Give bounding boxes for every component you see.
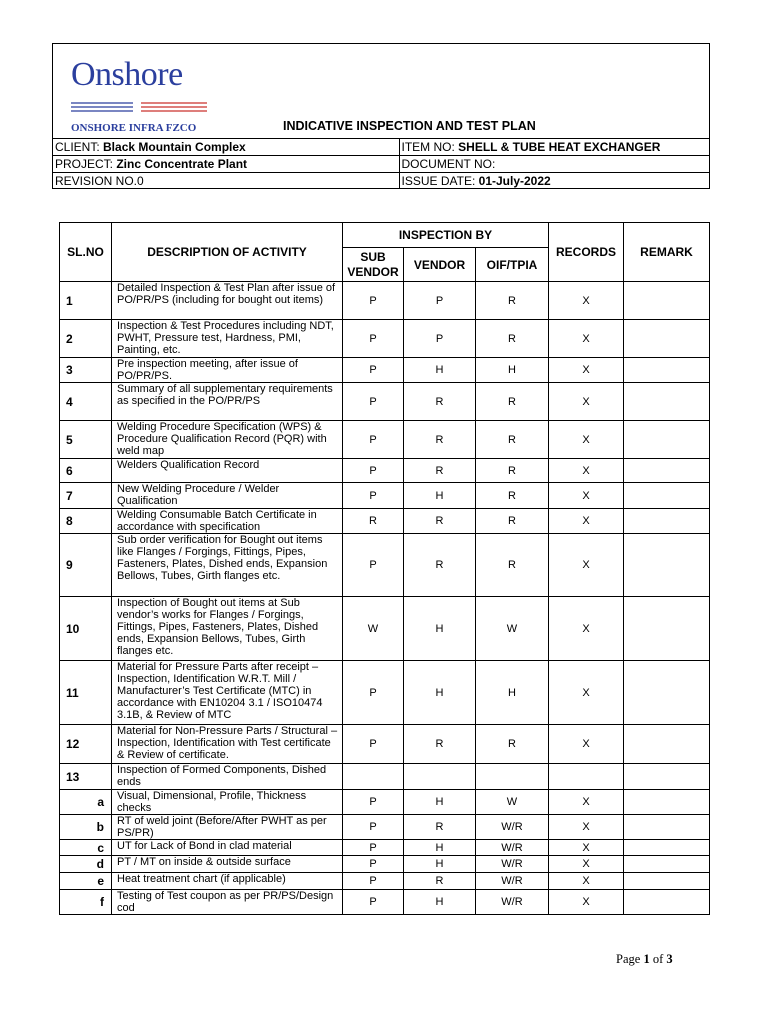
vendor-cell: R (404, 459, 476, 483)
remark-cell (624, 873, 710, 890)
remark-cell (624, 725, 710, 764)
header-slno: SL.NO (60, 223, 112, 282)
vendor-cell: R (404, 421, 476, 459)
remark-cell (624, 764, 710, 790)
sub-vendor-cell: R (343, 509, 404, 534)
table-row (60, 459, 710, 483)
logo-lines-graphic (71, 100, 211, 118)
vendor-cell: H (404, 661, 476, 725)
vendor-cell: H (404, 840, 476, 856)
company-logo (71, 52, 221, 142)
vendor-cell: H (404, 597, 476, 661)
remark-cell (624, 534, 710, 597)
sl-no-cell: a (60, 790, 112, 815)
oif-tpia-cell: W/R (476, 873, 549, 890)
table-row (60, 534, 710, 597)
client-cell (53, 139, 399, 156)
vendor-cell: R (404, 815, 476, 840)
logo-wordmark: Onshore (71, 56, 183, 93)
records-cell: X (549, 840, 624, 856)
records-cell: X (549, 597, 624, 661)
project-cell (53, 156, 399, 173)
revision-cell (53, 173, 399, 190)
records-cell: X (549, 856, 624, 873)
issue-date-label: ISSUE DATE: (401, 174, 479, 188)
description-cell: Heat treatment chart (if applicable) (112, 873, 343, 890)
oif-tpia-cell: W/R (476, 890, 549, 915)
description-cell: Material for Non-Pressure Parts / Structural – Inspection, Identification with Test certificate & Review of certificate. (112, 725, 343, 764)
sub-vendor-cell: W (343, 597, 404, 661)
description-cell: Sub order verification for Bought out items like Flanges / Forgings, Fittings, Pipes, Fasteners, Plates, Dished ends, Expansion Bellows, Tubes, Girth flanges etc. (112, 534, 343, 597)
info-table (53, 138, 709, 189)
revision-label: REVISION NO.0 (55, 174, 144, 188)
sl-no-cell: 6 (60, 459, 112, 483)
sl-no-cell: 13 (60, 764, 112, 790)
description-cell: PT / MT on inside & outside surface (112, 856, 343, 873)
oif-tpia-cell: R (476, 534, 549, 597)
table-row (60, 790, 710, 815)
header-oif-tpia: OIF/TPIA (476, 248, 549, 282)
table-row (60, 509, 710, 534)
sub-vendor-cell: P (343, 320, 404, 358)
description-cell: Welding Procedure Specification (WPS) & Procedure Qualification Record (PQR) with weld map (112, 421, 343, 459)
remark-cell (624, 358, 710, 383)
remark-cell (624, 790, 710, 815)
client-label: CLIENT: (55, 140, 104, 154)
sl-no-cell: c (60, 840, 112, 856)
inspection-test-plan-table (59, 222, 710, 915)
records-cell: X (549, 459, 624, 483)
vendor-cell: R (404, 725, 476, 764)
vendor-cell: R (404, 509, 476, 534)
sub-vendor-cell: P (343, 840, 404, 856)
document-title: INDICATIVE INSPECTION AND TEST PLAN (283, 119, 536, 133)
records-cell: X (549, 890, 624, 915)
document-no-label: DOCUMENT NO: (401, 157, 496, 171)
oif-tpia-cell: R (476, 320, 549, 358)
issue-date-cell (399, 173, 709, 190)
records-cell: X (549, 383, 624, 421)
records-cell: X (549, 483, 624, 509)
table-row (60, 725, 710, 764)
records-cell (549, 764, 624, 790)
oif-tpia-cell: H (476, 661, 549, 725)
records-cell: X (549, 873, 624, 890)
table-row (60, 764, 710, 790)
records-cell: X (549, 661, 624, 725)
oif-tpia-cell: R (476, 421, 549, 459)
remark-cell (624, 483, 710, 509)
header-description: DESCRIPTION OF ACTIVITY (112, 223, 343, 282)
oif-tpia-cell: R (476, 725, 549, 764)
remark-cell (624, 459, 710, 483)
sub-vendor-cell: P (343, 383, 404, 421)
table-row (60, 320, 710, 358)
sl-no-cell: 5 (60, 421, 112, 459)
sl-no-cell: 12 (60, 725, 112, 764)
sub-vendor-cell (343, 764, 404, 790)
table-row (60, 815, 710, 840)
oif-tpia-cell: R (476, 282, 549, 320)
description-cell: Inspection & Test Procedures including NDT, PWHT, Pressure test, Hardness, PMI, Painting, etc. (112, 320, 343, 358)
oif-tpia-cell: R (476, 459, 549, 483)
description-cell: Pre inspection meeting, after issue of PO/PR/PS. (112, 358, 343, 383)
oif-tpia-cell: W/R (476, 856, 549, 873)
table-row (60, 383, 710, 421)
document-header (52, 43, 710, 189)
sub-vendor-cell: P (343, 725, 404, 764)
table-row (60, 840, 710, 856)
records-cell: X (549, 320, 624, 358)
remark-cell (624, 890, 710, 915)
description-cell: UT for Lack of Bond in clad material (112, 840, 343, 856)
sl-no-cell: 8 (60, 509, 112, 534)
sub-vendor-cell: P (343, 815, 404, 840)
remark-cell (624, 421, 710, 459)
records-cell: X (549, 725, 624, 764)
oif-tpia-cell: W (476, 597, 549, 661)
description-cell: Welders Qualification Record (112, 459, 343, 483)
remark-cell (624, 509, 710, 534)
vendor-cell: H (404, 358, 476, 383)
description-cell: Testing of Test coupon as per PR/PS/Design cod (112, 890, 343, 915)
records-cell: X (549, 790, 624, 815)
table-row (60, 483, 710, 509)
sub-vendor-cell: P (343, 282, 404, 320)
sub-vendor-cell: P (343, 534, 404, 597)
vendor-cell: R (404, 534, 476, 597)
page-prefix: Page (616, 952, 644, 966)
client-value: Black Mountain Complex (103, 140, 246, 154)
table-row (60, 856, 710, 873)
page-current: 1 (643, 952, 650, 966)
item-cell (399, 139, 709, 156)
oif-tpia-cell: R (476, 483, 549, 509)
sl-no-cell: 10 (60, 597, 112, 661)
table-body (60, 282, 710, 915)
page-number (616, 952, 673, 967)
description-cell: Summary of all supplementary requirements as specified in the PO/PR/PS (112, 383, 343, 421)
page-total: 3 (666, 952, 673, 966)
header-records: RECORDS (549, 223, 624, 282)
remark-cell (624, 661, 710, 725)
header-vendor: VENDOR (404, 248, 476, 282)
sub-vendor-cell: P (343, 873, 404, 890)
table-row (60, 873, 710, 890)
table-row (60, 421, 710, 459)
sub-vendor-cell: P (343, 483, 404, 509)
project-value: Zinc Concentrate Plant (116, 157, 248, 171)
sl-no-cell: d (60, 856, 112, 873)
description-cell: Material for Pressure Parts after receipt – Inspection, Identification W.R.T. Mill / Manufacturer’s Test Certificate (MTC) in accordance with EN10204 3.1 / ISO10474 3.1B, & Review of MTC (112, 661, 343, 725)
sl-no-cell: b (60, 815, 112, 840)
vendor-cell: P (404, 282, 476, 320)
remark-cell (624, 282, 710, 320)
remark-cell (624, 320, 710, 358)
sub-vendor-cell: P (343, 358, 404, 383)
description-cell: Detailed Inspection & Test Plan after issue of PO/PR/PS (including for bought out items) (112, 282, 343, 320)
sub-vendor-cell: P (343, 459, 404, 483)
description-cell: RT of weld joint (Before/After PWHT as per PS/PR) (112, 815, 343, 840)
item-label: ITEM NO: (401, 140, 459, 154)
item-value: SHELL & TUBE HEAT EXCHANGER (458, 140, 661, 154)
sl-no-cell: e (60, 873, 112, 890)
vendor-cell: H (404, 483, 476, 509)
sl-no-cell: 1 (60, 282, 112, 320)
sub-vendor-cell: P (343, 890, 404, 915)
vendor-cell: R (404, 383, 476, 421)
oif-tpia-cell: W/R (476, 815, 549, 840)
sub-vendor-cell: P (343, 790, 404, 815)
oif-tpia-cell: R (476, 383, 549, 421)
oif-tpia-cell (476, 764, 549, 790)
header-remark: REMARK (624, 223, 710, 282)
sl-no-cell: 11 (60, 661, 112, 725)
sl-no-cell: f (60, 890, 112, 915)
table-row (60, 597, 710, 661)
oif-tpia-cell: R (476, 509, 549, 534)
records-cell: X (549, 358, 624, 383)
table-row (60, 358, 710, 383)
sub-vendor-cell: P (343, 856, 404, 873)
document-no-cell (399, 156, 709, 173)
remark-cell (624, 383, 710, 421)
vendor-cell: P (404, 320, 476, 358)
remark-cell (624, 815, 710, 840)
vendor-cell (404, 764, 476, 790)
records-cell: X (549, 282, 624, 320)
remark-cell (624, 597, 710, 661)
vendor-cell: H (404, 790, 476, 815)
table-row (60, 282, 710, 320)
oif-tpia-cell: W (476, 790, 549, 815)
header-sub-vendor: SUB VENDOR (343, 248, 404, 282)
sl-no-cell: 2 (60, 320, 112, 358)
vendor-cell: H (404, 856, 476, 873)
description-cell: Welding Consumable Batch Certificate in accordance with specification (112, 509, 343, 534)
description-cell: Inspection of Formed Components, Dished ends (112, 764, 343, 790)
records-cell: X (549, 534, 624, 597)
remark-cell (624, 856, 710, 873)
table-row (60, 661, 710, 725)
sl-no-cell: 3 (60, 358, 112, 383)
sub-vendor-cell: P (343, 421, 404, 459)
records-cell: X (549, 815, 624, 840)
vendor-cell: H (404, 890, 476, 915)
page-mid: of (649, 952, 667, 966)
issue-date-value: 01-July-2022 (478, 174, 551, 188)
sl-no-cell: 7 (60, 483, 112, 509)
logo-company-name: ONSHORE INFRA FZCO (71, 122, 197, 134)
records-cell: X (549, 421, 624, 459)
sub-vendor-cell: P (343, 661, 404, 725)
sl-no-cell: 4 (60, 383, 112, 421)
header-inspection-by: INSPECTION BY (343, 223, 549, 248)
oif-tpia-cell: W/R (476, 840, 549, 856)
description-cell: New Welding Procedure / Welder Qualification (112, 483, 343, 509)
remark-cell (624, 840, 710, 856)
table-row (60, 890, 710, 915)
records-cell: X (549, 509, 624, 534)
description-cell: Inspection of Bought out items at Sub vendor’s works for Flanges / Forgings, Fittings, Pipes, Fasteners, Plates, Dished ends, Expansion Bellows, Tubes, Girth flanges etc. (112, 597, 343, 661)
project-label: PROJECT: (55, 157, 117, 171)
oif-tpia-cell: H (476, 358, 549, 383)
sl-no-cell: 9 (60, 534, 112, 597)
vendor-cell: R (404, 873, 476, 890)
description-cell: Visual, Dimensional, Profile, Thickness checks (112, 790, 343, 815)
